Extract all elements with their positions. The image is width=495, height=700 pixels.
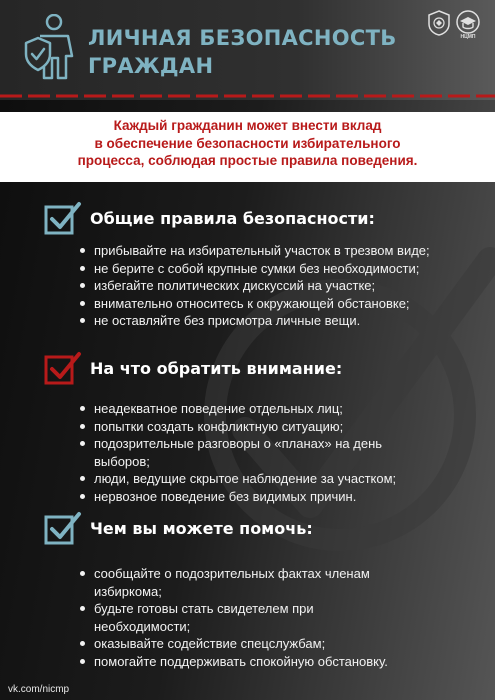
section-title: Общие правила безопасности: bbox=[90, 208, 375, 228]
section-title: На что обратить внимание: bbox=[90, 358, 343, 378]
person-with-shield-icon bbox=[24, 14, 76, 80]
emblem-logo-icon bbox=[428, 10, 450, 36]
banner-line: процесса, соблюдая простые правила поведения. bbox=[77, 153, 418, 168]
general-rules-list bbox=[78, 242, 483, 330]
section-attention bbox=[44, 350, 342, 386]
list-item: сообщайте о подозрительных фактах членам избиркома; bbox=[78, 565, 408, 600]
list-item: прибывайте на избирательный участок в трезвом виде; bbox=[78, 242, 483, 260]
banner-line: Каждый гражданин может внести вклад bbox=[113, 118, 382, 133]
checkbox-icon bbox=[44, 511, 82, 545]
list-item: оказывайте содействие спецслужбам; bbox=[78, 635, 483, 653]
section-how-to-help bbox=[44, 510, 313, 546]
list-item: не оставляйте без присмотра личные вещи. bbox=[78, 312, 483, 330]
dashed-divider bbox=[0, 94, 495, 98]
list-item: нервозное поведение без видимых причин. bbox=[78, 488, 483, 506]
logo-label: НЦМП bbox=[460, 34, 476, 40]
list-item: неадекватное поведение отдельных лиц; bbox=[78, 400, 483, 418]
intro-banner bbox=[0, 112, 495, 182]
footer-link[interactable]: vk.com/nicmp bbox=[8, 684, 70, 695]
attention-list bbox=[78, 400, 483, 505]
list-item: попытки создать конфликтную ситуацию; bbox=[78, 418, 483, 436]
list-item: помогайте поддерживать спокойную обстановку. bbox=[78, 653, 483, 671]
header bbox=[0, 0, 495, 100]
how-to-help-list bbox=[78, 565, 483, 670]
section-general-rules bbox=[44, 200, 375, 236]
list-item: подозрительные разговоры о «планах» на день выборов; bbox=[78, 435, 408, 470]
section-title: Чем вы можете помочь: bbox=[90, 518, 313, 538]
list-item: внимательно относитесь к окружающей обстановке; bbox=[78, 295, 483, 313]
list-item: избегайте политических дискуссий на участке; bbox=[78, 277, 483, 295]
list-item: не берите с собой крупные сумки без необходимости; bbox=[78, 260, 483, 278]
list-item: будьте готовы стать свидетелем при необходимости; bbox=[78, 600, 378, 635]
list-item: люди, ведущие скрытое наблюдение за участком; bbox=[78, 470, 483, 488]
banner-line: в обеспечение безопасности избирательного bbox=[94, 135, 401, 151]
checkbox-icon bbox=[44, 201, 82, 235]
checkbox-icon bbox=[44, 351, 82, 385]
page-title: ЛИЧНАЯ БЕЗОПАСНОСТЬ ГРАЖДАН bbox=[88, 26, 397, 78]
